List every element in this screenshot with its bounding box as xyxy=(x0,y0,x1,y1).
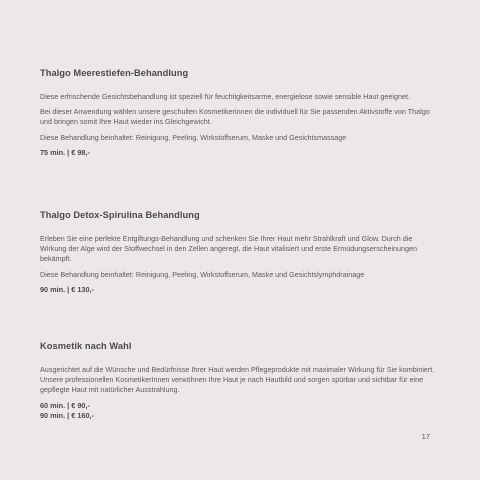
treatment-includes: Diese Behandlung beinhaltet: Reinigung, Peeling, Wirkstoffserum, Maske und Gesichtsmassage xyxy=(40,132,347,142)
treatment-section-detox-spirulina xyxy=(40,210,440,295)
treatment-section-kosmetik-nach-wahl xyxy=(40,341,440,421)
description-paragraph: Bei dieser Anwendung wählen unsere geschulten Kosmetikerinnen die individuell für Sie passenden Aktivstoffe von Thalgo und bringen somit Ihre Haut wieder ins Gleichgewicht. xyxy=(40,107,430,127)
page xyxy=(40,0,440,480)
page-number: 17 xyxy=(421,432,430,441)
price-line: 75 min. | € 98,- xyxy=(40,147,90,157)
description-paragraph: Diese erfrischende Gesichtsbehandlung ist speziell für feuchtigkeitsarme, energielose sowie sensible Haut geeignet. xyxy=(40,92,410,101)
section-title: Thalgo Detox-Spirulina Behandlung xyxy=(40,210,200,220)
price-line: 60 min. | € 90,- xyxy=(40,400,90,410)
price-line: 90 min. | € 160,- xyxy=(40,410,94,420)
section-title: Thalgo Meerestiefen-Behandlung xyxy=(40,68,189,78)
price-line: 90 min. | € 130,- xyxy=(40,284,94,294)
treatment-section-meerestiefen xyxy=(40,68,440,158)
section-title: Kosmetik nach Wahl xyxy=(40,341,132,351)
treatment-includes: Diese Behandlung beinhaltet: Reinigung, Peeling, Wirkstoffserum, Maske und Gesichtslymphdrainage xyxy=(40,269,365,279)
description-paragraph: Erleben Sie eine perfekte Entgiftungs-Behandlung und schenken Sie Ihrer Haut mehr Strahlkraft und Glow. Durch die Wirkung der Alge wird der Stoffwechsel in den Zellen angeregt, die Haut vitalisiert und erste Ermüdungserscheinungen bekämpft. xyxy=(40,234,418,264)
description-paragraph: Ausgerichtet auf die Wünsche und Bedürfnisse Ihrer Haut werden Pflegeprodukte mit maximaler Wirkung für Sie kombiniert. Unsere professionellen KosmetikerInnen verwöhnen Ihre Haut je nach Hautbild und sorgen spürbar und sichtbar für eine gepflegte Haut mit natürlicher Ausstrahlung. xyxy=(40,365,435,395)
